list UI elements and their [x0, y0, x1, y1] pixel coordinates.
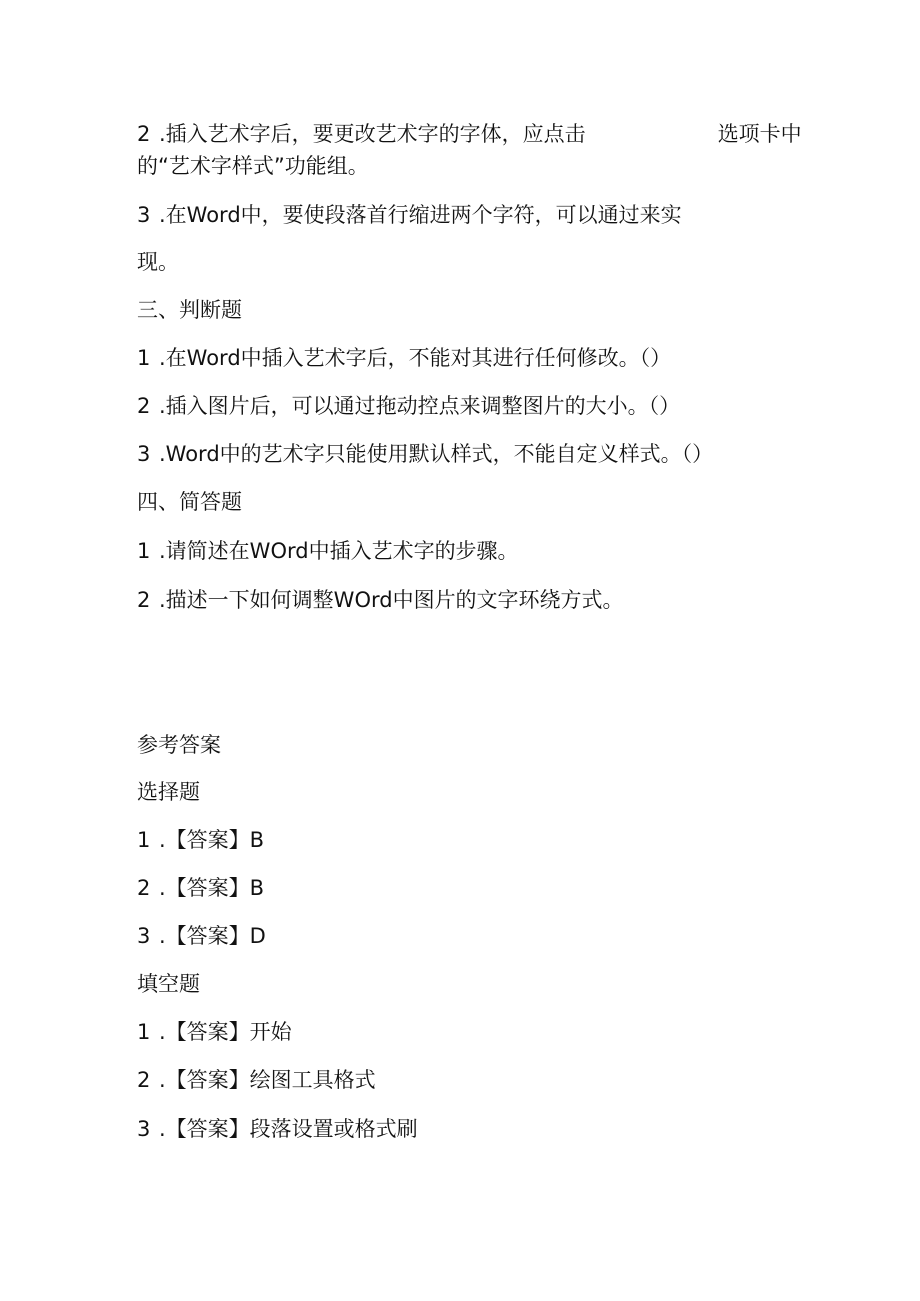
fill-question-3-line-1	[137, 201, 682, 229]
short-answer-section-heading: 四、简答题	[137, 490, 242, 514]
answer-text: .【答案】开始	[159, 1020, 292, 1044]
answer-number: 3	[137, 1117, 151, 1141]
answer-fill-2	[137, 1066, 376, 1094]
answers-fill-heading: 填空题	[137, 972, 200, 996]
answer-number: 2	[137, 1068, 151, 1092]
judge-section-heading: 三、判断题	[137, 298, 242, 322]
judge-question-3	[137, 440, 713, 468]
answer-text: .【答案】B	[159, 828, 265, 852]
fill-question-3-line-2: 现。	[137, 250, 179, 274]
question-text: .插入艺术字后，要更改艺术字的字体，应点击	[159, 122, 586, 146]
question-number: 3	[137, 442, 151, 466]
question-text: .描述一下如何调整WOrd中图片的文字环绕方式。	[159, 588, 624, 612]
answer-text: .【答案】绘图工具格式	[159, 1068, 376, 1092]
answer-text: .【答案】D	[159, 924, 266, 948]
answer-fill-3	[137, 1115, 418, 1143]
answer-number: 1	[137, 828, 151, 852]
question-number: 2	[137, 122, 151, 146]
short-answer-question-2	[137, 586, 624, 614]
answer-choice-2	[137, 874, 264, 902]
answer-number: 3	[137, 924, 151, 948]
answer-choice-1	[137, 826, 264, 854]
fill-question-2-line-2: 的“艺术字样式”功能组。	[137, 154, 369, 178]
short-answer-question-1	[137, 537, 519, 565]
question-number: 2	[137, 588, 151, 612]
question-text: .在Word中插入艺术字后，不能对其进行任何修改。（）	[159, 346, 672, 370]
question-number: 3	[137, 203, 151, 227]
judge-question-2	[137, 392, 680, 420]
fill-question-2-line-1	[137, 120, 802, 148]
question-text: .Word中的艺术字只能使用默认样式，不能自定义样式。（）	[159, 442, 714, 466]
answer-fill-1	[137, 1018, 292, 1046]
answer-number: 2	[137, 876, 151, 900]
judge-question-1	[137, 344, 671, 372]
question-number: 1	[137, 539, 151, 563]
answer-choice-3	[137, 922, 266, 950]
question-text: .请简述在WOrd中插入艺术字的步骤。	[159, 539, 519, 563]
answers-choice-heading: 选择题	[137, 780, 200, 804]
question-number: 1	[137, 346, 151, 370]
question-text-tail: 选项卡中	[717, 122, 802, 146]
question-text: .插入图片后，可以通过拖动控点来调整图片的大小。（）	[159, 394, 681, 418]
answer-text: .【答案】B	[159, 876, 265, 900]
answer-number: 1	[137, 1020, 151, 1044]
answers-heading: 参考答案	[137, 733, 221, 757]
question-number: 2	[137, 394, 151, 418]
answer-text: .【答案】段落设置或格式刷	[159, 1117, 418, 1141]
question-text: .在Word中，要使段落首行缩进两个字符，可以通过来实	[159, 203, 682, 227]
